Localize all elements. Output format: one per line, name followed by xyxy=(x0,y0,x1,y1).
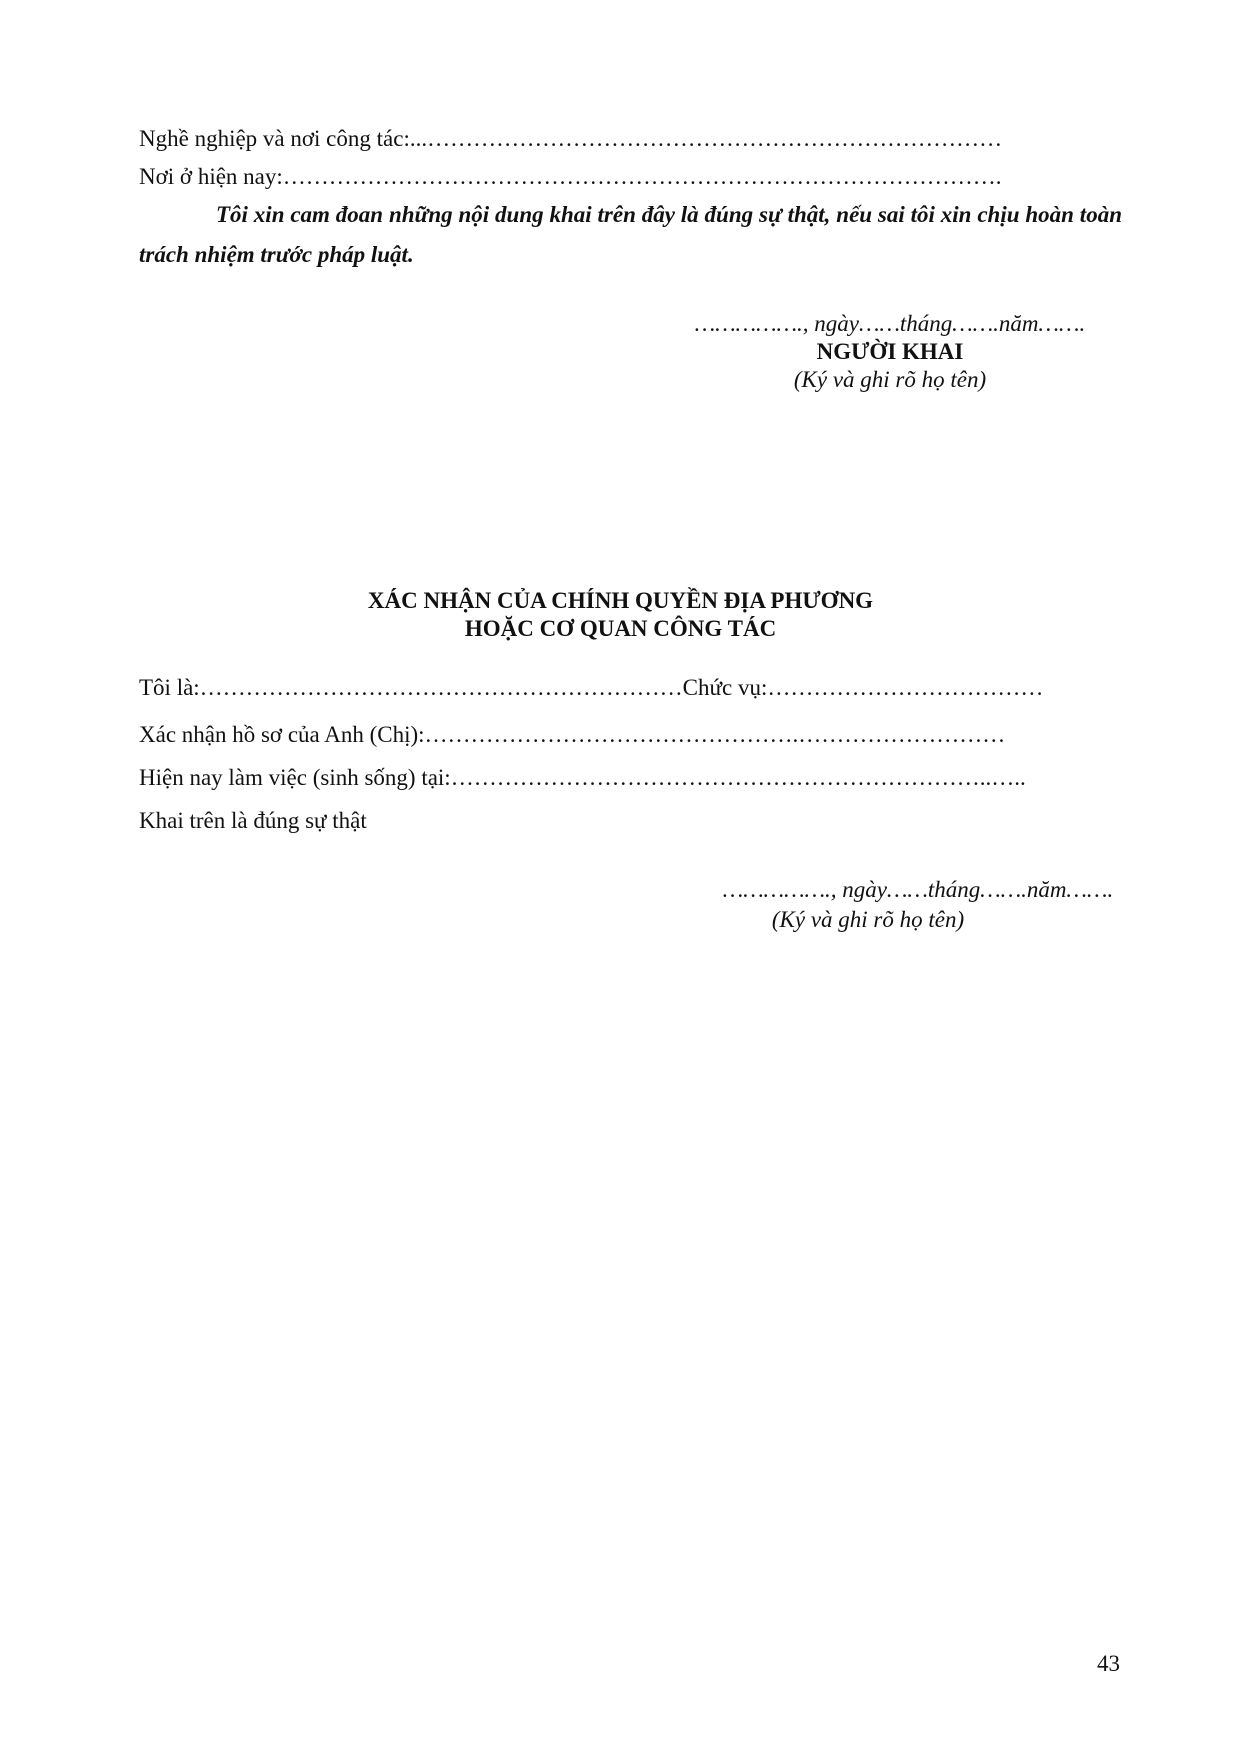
truth-statement: Khai trên là đúng sự thật xyxy=(139,808,367,833)
declarant-sign-note: (Ký và ghi rõ họ tên) xyxy=(793,367,987,392)
declarant-date-line: ……………., ngày……tháng…….năm……. xyxy=(694,311,1086,336)
applicant-name-field: Xác nhận hồ sơ của Anh (Chị):………………………………………….……………………… xyxy=(139,722,1006,747)
page-number: 43 xyxy=(1097,1651,1120,1676)
declarant-title: NGƯỜI KHAI xyxy=(816,339,964,364)
occupation-field: Nghề nghiệp và nơi công tác:...………………………………………………………………… xyxy=(139,126,1003,151)
confirmation-heading-line1: XÁC NHẬN CỦA CHÍNH QUYỀN ĐỊA PHƯƠNG xyxy=(367,588,874,613)
commitment-statement: Tôi xin cam đoan những nội dung khai trên đây là đúng sự thật, nếu sai tôi xin chịu hoàn toàn trách nhiệm trước pháp luật. xyxy=(139,202,1122,267)
official-date-line: ……………., ngày……tháng…….năm……. xyxy=(722,877,1114,902)
workplace-field: Hiện nay làm việc (sinh sống) tại:……………………………………………………………..….. xyxy=(139,765,1026,790)
residence-field: Nơi ở hiện nay:…………………………………………………………………………………. xyxy=(139,164,1002,189)
confirmation-heading-line2: HOẶC CƠ QUAN CÔNG TÁC xyxy=(464,616,777,641)
official-name-field: Tôi là:………………………………………………………Chức vụ:……………………………… xyxy=(139,675,1044,700)
official-sign-note: (Ký và ghi rõ họ tên) xyxy=(771,907,965,932)
